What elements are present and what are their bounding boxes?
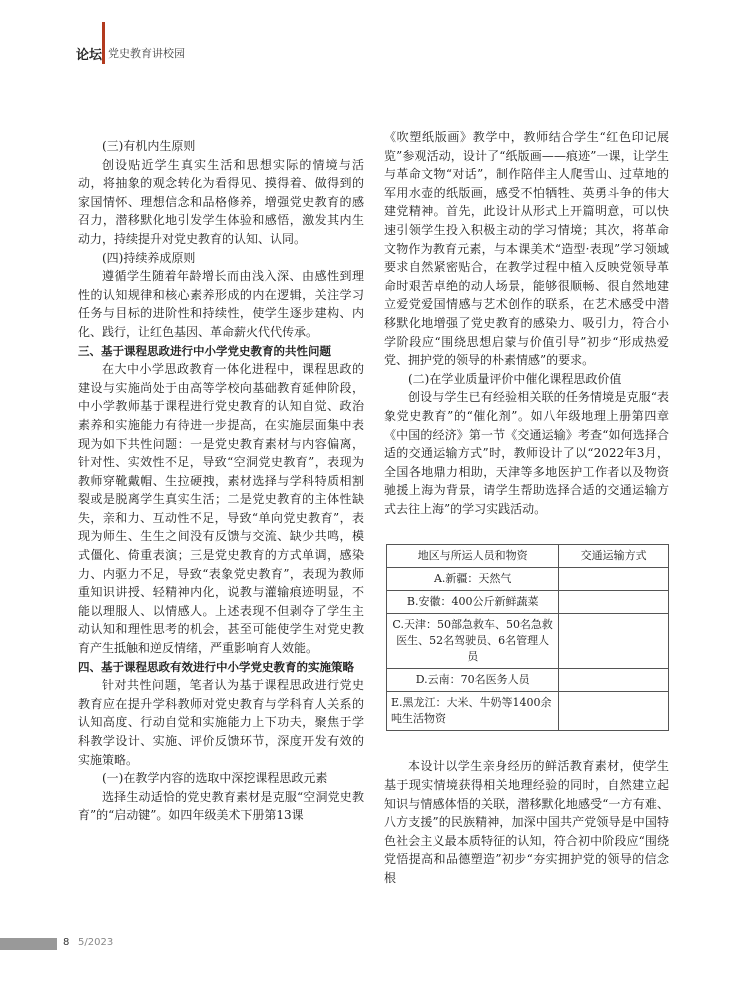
table-cell-empty bbox=[559, 568, 669, 591]
table-cell: D.云南：70名医务人员 bbox=[387, 669, 559, 692]
table-header-cell: 交通运输方式 bbox=[559, 545, 669, 568]
table-header-row bbox=[387, 545, 669, 568]
right-column bbox=[384, 128, 669, 888]
table-row bbox=[387, 669, 669, 692]
right-column-top bbox=[384, 128, 669, 518]
table-cell: E.黑龙江：大米、牛奶等1400余吨生活物资 bbox=[387, 692, 559, 731]
table-cell: B.安徽：400公斤新鲜蔬菜 bbox=[387, 591, 559, 614]
body-paragraph: 本设计以学生亲身经历的鲜活教育素材，使学生基于现实情境获得相关地理经验的同时，自然建立起知识与情感体悟的关联，潜移默化地感受“一方有难、八方支援”的民族精神，加深中国共产党领导是中国特色社会主义最本质特征的认知，符合初中阶段应“围绕党悟提高和品德塑造”初步“夯实拥护党的领导的信念根 bbox=[384, 759, 669, 886]
body-paragraph: 在大中小学思政教育一体化进程中，课程思政的建设与实施尚处于由高等学校向基础教育延伸阶段，中小学教师基于课程进行党史教育的认知自觉、政治素养和实施能力有待进一步提高，在实施层面集中表现为如下共性问题：一是党史教育素材与内容偏离，针对性、实效性不足，导致“空洞党史教育”，表现为教师穿靴戴帽、生拉硬拽，素材选择与学科特质相割裂或是脱离学生真实生活；二是党史教育的主体性缺失，亲和力、互动性不足，导致“单向党史教育”，表现为师生、生生之间没有反馈与交流、缺少共鸣，模式僵化、倚重表演；三是党史教育的方式单调，感染力、内驱力不足，导致“表象党史教育”，表现为教师重知识讲授、轻精神内化，说教与灌输痕迹明显，不能以理服人、以情感人。上述表现不但剥夺了学生主动认知和理性思考的机会，甚至可能使学生对党史教育产生抵触和逆反情绪，严重影响育人效能。 bbox=[78, 362, 364, 656]
subsection-heading: (二)在学业质量评价中催化课程思政价值 bbox=[408, 371, 622, 386]
page-footer bbox=[0, 938, 735, 950]
page-header bbox=[78, 22, 378, 62]
table-cell-empty bbox=[559, 591, 669, 614]
table-cell-empty bbox=[559, 692, 669, 731]
table-row bbox=[387, 614, 669, 669]
table-cell-empty bbox=[559, 669, 669, 692]
header-column-name: 党史教育讲校园 bbox=[108, 47, 185, 60]
issue-number: 5/2023 bbox=[78, 937, 114, 948]
body-paragraph: 针对共性问题，笔者认为基于课程思政进行党史教育应在提升学科教师对党史教育与学科育人关系的认知高度、行动自觉和实施能力上下功夫，聚焦于学科教学设计、实施、评价反馈环节，深度开发有效的实施策略。 bbox=[78, 678, 364, 767]
subsection-heading: (一)在教学内容的选取中深挖课程思政元素 bbox=[102, 771, 328, 786]
table-cell: C.天津：50部急救车、50名急救医生、52名驾驶员、6名管理人员 bbox=[387, 614, 559, 669]
footer-strip bbox=[0, 938, 57, 950]
table-row bbox=[387, 692, 669, 731]
table-cell-empty bbox=[559, 614, 669, 669]
page-number: 8 bbox=[63, 937, 70, 948]
body-paragraph: 创设贴近学生真实生活和思想实际的情境与活动，将抽象的观念转化为看得见、摸得着、做得到的家国情怀、理想信念和品格修养，增强党史教育的感召力，潜移默化地引发学生体验和感悟，激发其内生动力，持续提升对党史教育的认知、认同。 bbox=[78, 157, 364, 246]
body-paragraph: 创设与学生已有经验相关联的任务情境是克服“表象党史教育”的“催化剂”。如八年级地理上册第四章《中国的经济》第一节《交通运输》考查“如何选择合适的交通运输方式”时，教师设计了以“2022年3月，全国各地鼎力相助，天津等多地医护工作者以及物资驰援上海为背景，请学生帮助选择合适的交通运输方式去往上海”的学习实践活动。 bbox=[384, 390, 669, 516]
left-column bbox=[78, 137, 364, 825]
subsection-heading: (四)持续养成原则 bbox=[102, 250, 196, 265]
right-column-bottom bbox=[384, 757, 669, 887]
header-brand: 论坛 bbox=[76, 48, 103, 63]
section-heading: 四、基于课程思政有效进行中小学党史教育的实施策略 bbox=[78, 659, 354, 674]
transport-table bbox=[386, 544, 669, 731]
table-header-cell: 地区与所运人员和物资 bbox=[387, 545, 559, 568]
table-row bbox=[387, 591, 669, 614]
table-cell: A.新疆：天然气 bbox=[387, 568, 559, 591]
subsection-heading: (三)有机内生原则 bbox=[102, 139, 196, 153]
body-paragraph: 选择生动适恰的党史教育素材是克服“空洞党史教育”的“启动键”。如四年级美术下册第13课 bbox=[78, 789, 364, 823]
body-paragraph: 《吹塑纸版画》教学中，教师结合学生“红色印记展览”参观活动，设计了“纸版画——痕迹”一课，让学生与革命文物“对话”，制作陪伴主人爬雪山、过草地的军用水壶的纸版画，感受不怕牺牲、英勇斗争的伟大建党精神。首先，此设计从形式上开篇明意，可以快速引领学生投入积极主动的学习情境；其次，将革命文物作为教育元素，与本课美术“造型·表现”学习领域要求自然紧密贴合，在教学过程中植入反映党领导革命时艰苦卓绝的动人场景，能够很顺畅、很自然地建立爱党爱国情感与艺术创作的联系，在艺术感受中潜移默化地增强了党史教育的感染力、吸引力，符合小学阶段应“围绕思想启蒙与价值引导”初步“形成热爱党、拥护党的领导的朴素情感”的要求。 bbox=[384, 130, 669, 368]
table-row bbox=[387, 568, 669, 591]
header-accent-bar bbox=[102, 22, 105, 64]
body-paragraph: 遵循学生随着年龄增长而由浅入深、由感性到理性的认知规律和核心素养形成的内在逻辑，关注学习任务与目标的进阶性和持续性，使学生逐步建构、内化、践行，让红色基因、革命薪火代代传承。 bbox=[78, 269, 364, 339]
section-heading: 三、基于课程思政进行中小学党史教育的共性问题 bbox=[78, 343, 331, 358]
